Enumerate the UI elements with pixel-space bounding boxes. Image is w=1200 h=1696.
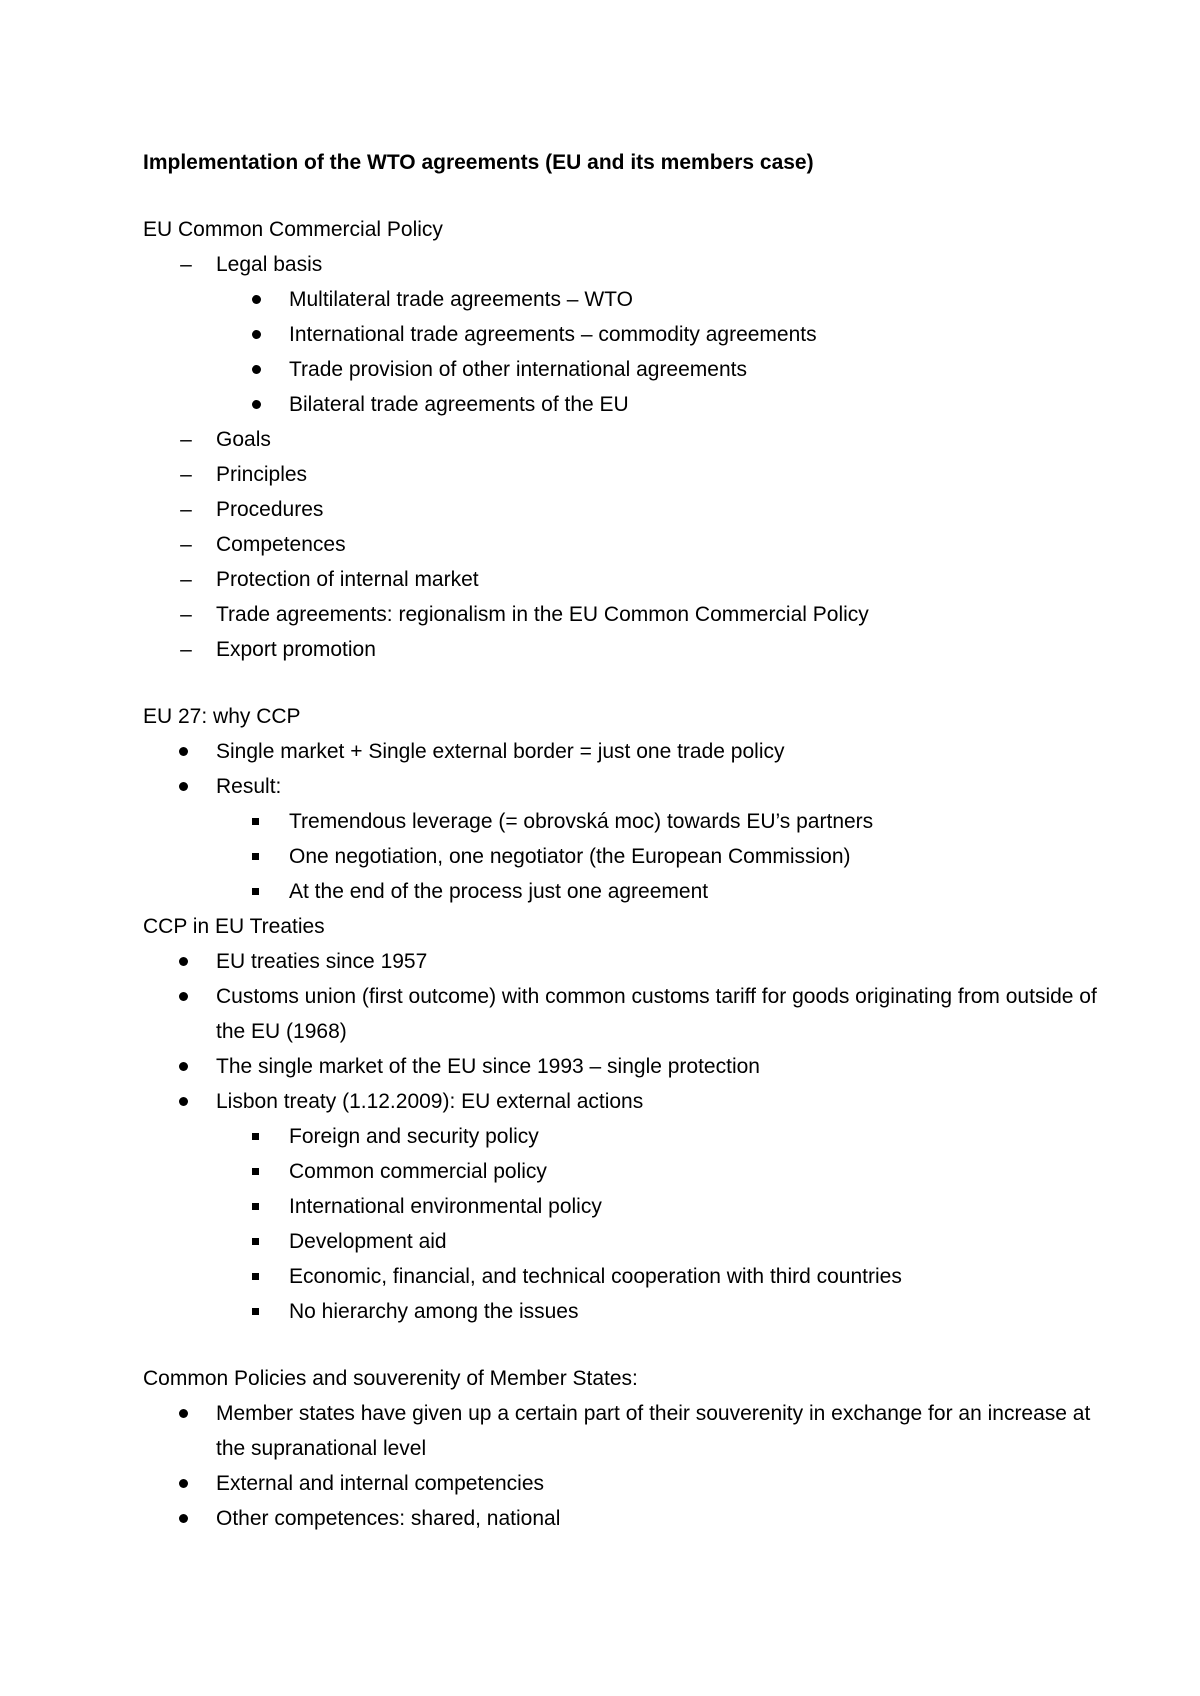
dash-marker-icon xyxy=(179,422,193,457)
section-heading-why-ccp: EU 27: why CCP xyxy=(143,705,301,728)
list-item: No hierarchy among the issues xyxy=(143,1294,1103,1329)
section-heading-sovereignty: Common Policies and souverenity of Member States: xyxy=(143,1367,638,1390)
bullet-icon xyxy=(179,992,188,1001)
document-title: Implementation of the WTO agreements (EU and its members case) xyxy=(143,151,814,174)
dash-marker-icon xyxy=(179,247,193,282)
square-bullet-icon xyxy=(252,1308,259,1315)
list-item: Lisbon treaty (1.12.2009): EU external actions xyxy=(143,1084,1103,1119)
dash-marker-icon xyxy=(179,597,193,632)
document-page xyxy=(143,145,1103,1536)
list-item: EU treaties since 1957 xyxy=(143,944,1103,979)
list-item: Single market + Single external border = just one trade policy xyxy=(143,734,1103,769)
bullet-icon xyxy=(179,1409,188,1418)
list-item: The single market of the EU since 1993 – single protection xyxy=(143,1049,1103,1084)
bullet-icon xyxy=(179,1479,188,1488)
square-bullet-icon xyxy=(252,1238,259,1245)
list-item: – Principles xyxy=(143,457,1103,492)
list-item: At the end of the process just one agreement xyxy=(143,874,1103,909)
section-heading-treaties: CCP in EU Treaties xyxy=(143,915,325,938)
list-item: – Goals xyxy=(143,422,1103,457)
list-item: Other competences: shared, national xyxy=(143,1501,1103,1536)
spacer xyxy=(143,667,1103,699)
bullet-icon xyxy=(252,295,261,304)
section-heading-ccp: EU Common Commercial Policy xyxy=(143,218,443,241)
list-item: Foreign and security policy xyxy=(143,1119,1103,1154)
list-item: Common commercial policy xyxy=(143,1154,1103,1189)
list-item: Trade provision of other international agreements xyxy=(143,352,1103,387)
square-bullet-icon xyxy=(252,853,259,860)
list-item: Multilateral trade agreements – WTO xyxy=(143,282,1103,317)
list-item: Development aid xyxy=(143,1224,1103,1259)
list-item: – Export promotion xyxy=(143,632,1103,667)
bullet-icon xyxy=(179,1514,188,1523)
square-bullet-icon xyxy=(252,1273,259,1280)
square-bullet-icon xyxy=(252,1168,259,1175)
list-item: Result: xyxy=(143,769,1103,804)
bullet-icon xyxy=(179,1097,188,1106)
list-item: One negotiation, one negotiator (the European Commission) xyxy=(143,839,1103,874)
dash-marker-icon xyxy=(179,632,193,667)
bullet-icon xyxy=(179,1062,188,1071)
dash-marker-icon xyxy=(179,527,193,562)
square-bullet-icon xyxy=(252,888,259,895)
list-item: – Trade agreements: regionalism in the EU Common Commercial Policy xyxy=(143,597,1103,632)
bullet-icon xyxy=(179,782,188,791)
bullet-icon xyxy=(179,747,188,756)
list-item: Bilateral trade agreements of the EU xyxy=(143,387,1103,422)
list-item: Economic, financial, and technical cooperation with third countries xyxy=(143,1259,1103,1294)
list-item: Customs union (first outcome) with common customs tariff for goods originating from outside of the EU (1968) xyxy=(143,979,1103,1049)
list-item: External and internal competencies xyxy=(143,1466,1103,1501)
list-item: International trade agreements – commodity agreements xyxy=(143,317,1103,352)
list-item: – Protection of internal market xyxy=(143,562,1103,597)
bullet-icon xyxy=(252,330,261,339)
spacer xyxy=(143,1329,1103,1361)
dash-marker-icon xyxy=(179,492,193,527)
bullet-icon xyxy=(179,957,188,966)
list-item: – Competences xyxy=(143,527,1103,562)
square-bullet-icon xyxy=(252,1203,259,1210)
list-item: International environmental policy xyxy=(143,1189,1103,1224)
dash-marker-icon xyxy=(179,457,193,492)
list-item: Tremendous leverage (= obrovská moc) towards EU’s partners xyxy=(143,804,1103,839)
bullet-icon xyxy=(252,365,261,374)
list-item: – Legal basis xyxy=(143,247,1103,282)
list-item: Member states have given up a certain part of their souverenity in exchange for an increase at the supranational level xyxy=(143,1396,1103,1466)
square-bullet-icon xyxy=(252,818,259,825)
dash-marker-icon xyxy=(179,562,193,597)
list-item: – Procedures xyxy=(143,492,1103,527)
square-bullet-icon xyxy=(252,1133,259,1140)
bullet-icon xyxy=(252,400,261,409)
